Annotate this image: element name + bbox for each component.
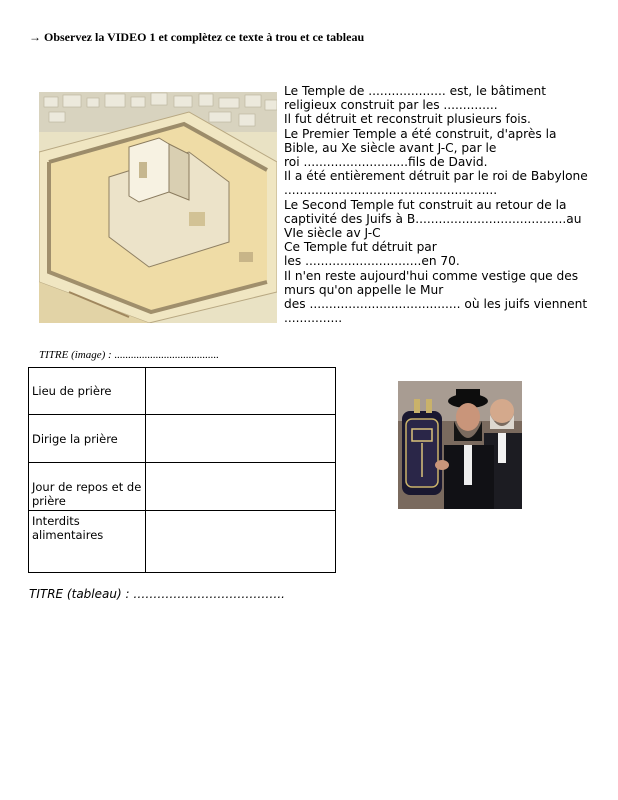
temple-illustration [39, 92, 277, 323]
text-line: Il a été entièrement détruit par le roi de Babylone [284, 169, 588, 184]
row-label: Jour de repos et de prière [29, 463, 146, 511]
answer-cell[interactable] [145, 463, 335, 511]
text-line: ............... [284, 311, 343, 326]
table-row [29, 511, 336, 573]
table-row [29, 415, 336, 463]
comparison-table [28, 367, 336, 573]
text-line: religieux construit par les .............. [284, 98, 498, 113]
text-line: captivité des Juifs à B.......................................au [284, 211, 582, 226]
text-line: Le Premier Temple a été construit, d'après la [284, 126, 557, 141]
text-line: roi ...........................fils de David. [284, 155, 488, 170]
text-line: VIe siècle av J-C [284, 226, 381, 241]
row-label: Interdits alimentaires [29, 511, 146, 573]
row-label: Dirige la prière [29, 415, 146, 463]
text-line: les ..............................en 70. [284, 254, 460, 269]
answer-cell[interactable] [145, 415, 335, 463]
text-line: Bible, au Xe siècle avant J-C, par le [284, 140, 497, 155]
rabbi-torah-photo [398, 381, 522, 509]
text-line: Ce Temple fut détruit par [284, 240, 437, 255]
table-row [29, 463, 336, 511]
table-title-prompt: TITRE (tableau) : ……………………………….. [29, 587, 285, 601]
answer-cell[interactable] [145, 511, 335, 573]
text-line: Il n'en reste aujourd'hui comme vestige que des [284, 268, 579, 283]
instruction-heading: → Observez la VIDEO 1 et complètez ce texte à trou et ce tableau [29, 30, 365, 44]
text-line: murs qu'on appelle le Mur [284, 282, 444, 297]
text-line: des ....................................... où les juifs viennent [284, 297, 588, 312]
image-title-prompt: TITRE (image) : ...................................... [39, 349, 219, 361]
answer-cell[interactable] [145, 368, 335, 415]
text-line: Le Temple de .................... est, le bâtiment [284, 84, 547, 98]
text-line: Il fut détruit et reconstruit plusieurs fois. [284, 112, 531, 127]
table-row [29, 368, 336, 415]
row-label: Lieu de prière [29, 368, 146, 415]
text-line: ....................................................... [284, 183, 498, 198]
fill-in-the-blank-text [284, 84, 594, 325]
text-line: Le Second Temple fut construit au retour de la [284, 197, 567, 212]
